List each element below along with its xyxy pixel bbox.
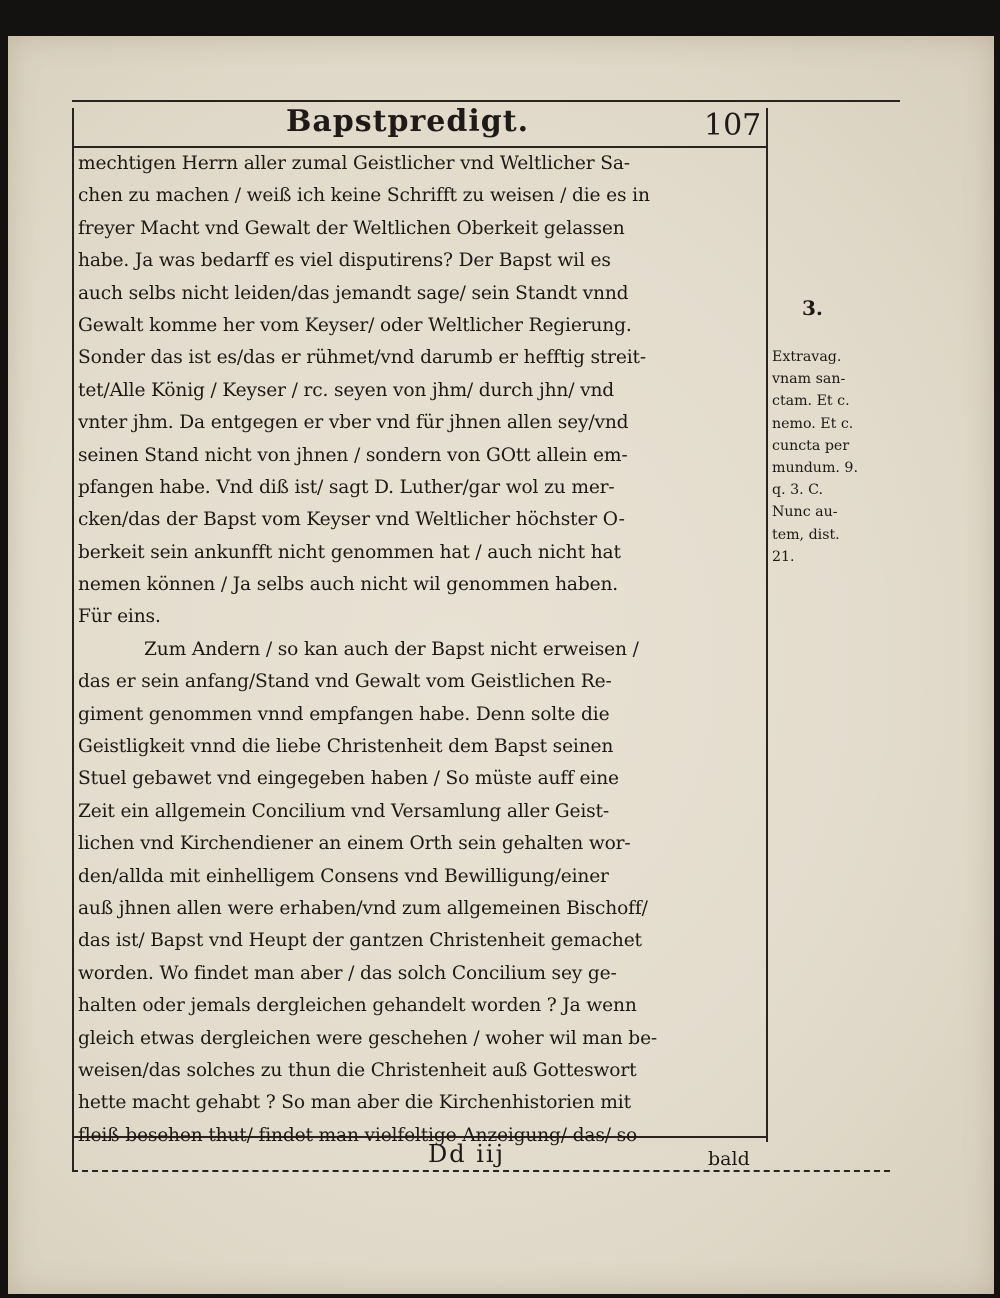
text-line: weisen/das solches zu thun die Christenheit auß Gotteswort: [78, 1059, 637, 1081]
text-line: Gewalt komme her vom Keyser/ oder Weltlicher Regierung.: [78, 314, 632, 336]
text-line: auch selbs nicht leiden/das jemandt sage/ sein Standt vnnd: [78, 282, 629, 304]
marginal-note-line: q. 3. C.: [772, 482, 824, 499]
marginal-number: 3.: [802, 296, 823, 320]
signature-mark: Dd iij: [428, 1140, 506, 1168]
text-line: berkeit sein ankunfft nicht genommen hat / auch nicht hat: [78, 541, 621, 563]
footer-rule: [72, 1170, 890, 1172]
text-line: halten oder jemals dergleichen gehandelt worden ? Ja wenn: [78, 995, 637, 1017]
catchword: bald: [708, 1148, 750, 1170]
text-line: den/allda mit einhelligem Consens vnd Bewilligung/einer: [78, 865, 609, 887]
marginal-note-line: vnam san-: [772, 371, 846, 388]
text-line: giment genommen vnnd empfangen habe. Denn solte die: [78, 703, 610, 725]
text-line: auß jhnen allen were erhaben/vnd zum allgemeinen Bischoff/: [78, 897, 648, 919]
marginal-note-line: cuncta per: [772, 437, 850, 454]
text-line: chen zu machen / weiß ich keine Schrifft zu weisen / die es in: [78, 185, 650, 207]
marginal-note-line: ctam. Et c.: [772, 393, 850, 410]
text-line: nemen können / Ja selbs auch nicht wil genommen haben.: [78, 574, 619, 596]
text-line: habe. Ja was bedarff es viel disputirens? Der Bapst wil es: [78, 250, 611, 272]
right-rule: [766, 108, 768, 1142]
text-line: Sonder das ist es/das er rühmet/vnd darumb er hefftig streit-: [78, 347, 647, 369]
text-line: Geistligkeit vnnd die liebe Christenheit dem Bapst seinen: [78, 736, 614, 758]
text-line: freyer Macht vnd Gewalt der Weltlichen Oberkeit gelassen: [78, 217, 625, 239]
marginal-note-line: Extravag.: [772, 349, 842, 365]
text-line: mechtigen Herrn aller zumal Geistlicher vnd Weltlicher Sa-: [78, 153, 630, 174]
text-line: gleich etwas dergleichen were geschehen / woher wil man be-: [78, 1027, 658, 1049]
text-line: Zeit ein allgemein Concilium vnd Versamlung aller Geist-: [78, 800, 609, 822]
text-line: vnter jhm. Da entgegen er vber vnd für jhnen allen sey/vnd: [78, 412, 629, 434]
top-rule: [72, 100, 900, 102]
left-rule: [72, 108, 74, 1170]
text-line: pfangen habe. Vnd diß ist/ sagt D. Luther/gar wol zu mer-: [78, 476, 615, 498]
paragraph-start-line: Zum Andern / so kan auch der Bapst nicht erweisen /: [144, 638, 639, 660]
text-line: das ist/ Bapst vnd Heupt der gantzen Christenheit gemachet: [78, 930, 642, 952]
text-line: worden. Wo findet man aber / das solch Concilium sey ge-: [78, 962, 617, 984]
text-line: seinen Stand nicht von jhnen / sondern von GOtt allein em-: [78, 444, 628, 466]
text-line: tet/Alle König / Keyser / rc. seyen von jhm/ durch jhn/ vnd: [78, 379, 615, 401]
marginal-notes: [772, 346, 902, 568]
text-line: cken/das der Bapst vom Keyser vnd Weltlicher höchster O-: [78, 509, 625, 531]
marginal-note-line: 21.: [772, 548, 795, 565]
page-number: 107: [704, 108, 762, 143]
text-line: fleiß besehen thut/ findet man vielfeltige Anzeigung/ das/ so: [78, 1124, 638, 1146]
text-line: hette macht gehabt ? So man aber die Kirchenhistorien mit: [78, 1092, 631, 1114]
running-head: Bapstpredigt.: [286, 104, 530, 139]
text-line: lichen vnd Kirchendiener an einem Orth sein gehalten wor-: [78, 833, 631, 855]
marginal-note-line: nemo. Et c.: [772, 415, 854, 432]
text-line: Stuel gebawet vnd eingegeben haben / So müste auff eine: [78, 768, 619, 790]
body-text: [78, 148, 766, 1152]
marginal-note-line: tem, dist.: [772, 526, 840, 543]
text-line: Für eins.: [78, 606, 161, 628]
marginal-note-line: Nunc au-: [772, 504, 838, 521]
marginal-note-line: mundum. 9.: [772, 459, 858, 476]
text-line: das er sein anfang/Stand vnd Gewalt vom Geistlichen Re-: [78, 671, 612, 693]
